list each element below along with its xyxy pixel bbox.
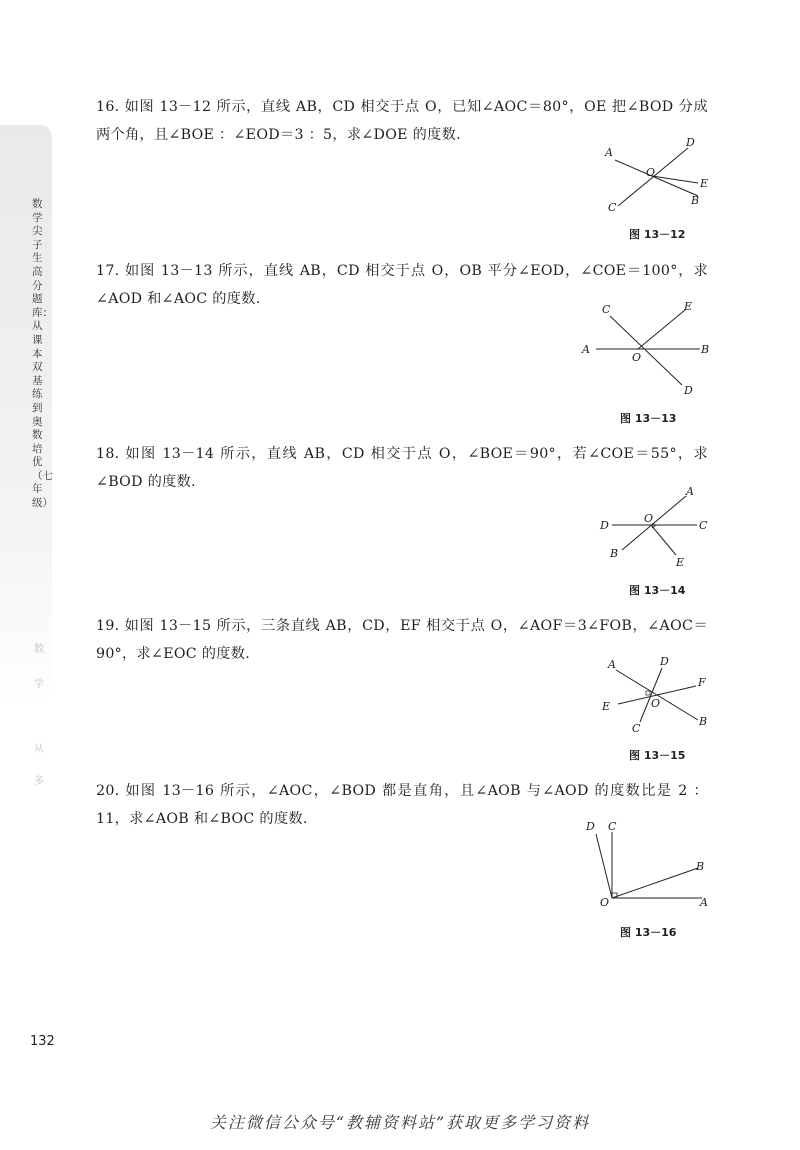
problem-17-text: 17. 如图 13－13 所示，直线 AB，CD 相交于点 O，OB 平分∠EOD，∠COE＝100°，求∠AOD 和∠AOC 的度数. [96, 263, 708, 307]
caption-13-15: 图 13－15 [629, 749, 686, 762]
label-D: D [686, 136, 695, 149]
label-B: B [691, 194, 700, 207]
label-O: O [600, 896, 610, 909]
figure-13-13 [578, 298, 718, 402]
label-O: O [644, 512, 654, 525]
label-C: C [608, 201, 617, 214]
figure-13-12 [600, 138, 720, 222]
footer-note: 关注微信公众号“教辅资料站”获取更多学习资料 [209, 1113, 591, 1132]
label-E: E [676, 556, 685, 569]
caption-13-13: 图 13－13 [620, 412, 677, 425]
sidebar-tab [0, 125, 52, 705]
figure-13-15 [598, 654, 718, 742]
label-C: C [608, 820, 617, 833]
label-D: D [586, 820, 595, 833]
label-C: C [699, 519, 708, 532]
figure-13-14 [596, 484, 716, 574]
label-A: A [582, 343, 590, 356]
label-O: O [646, 166, 656, 179]
sidebar-mark-1: 数 [34, 644, 44, 655]
label-E: E [602, 700, 611, 713]
sidebar-mark-3: 从 [34, 744, 44, 755]
sidebar-book-title: 数学尖子生高分题库：从课本双基练到奥数培优（七年级） [32, 198, 53, 510]
label-C: C [602, 303, 611, 316]
label-E: E [684, 300, 693, 313]
label-B: B [701, 343, 710, 356]
problem-19-text: 19. 如图 13－15 所示，三条直线 AB，CD，EF 相交于点 O，∠AOF＝3∠FOB，∠AOC＝90°，求∠EOC 的度数. [96, 618, 708, 662]
label-A: A [700, 896, 708, 909]
caption-13-12: 图 13－12 [629, 228, 686, 241]
label-A: A [605, 146, 613, 159]
label-D: D [600, 519, 609, 532]
label-O: O [651, 697, 661, 710]
caption-13-14: 图 13－14 [629, 584, 686, 597]
label-A: A [608, 658, 616, 671]
label-O: O [632, 351, 642, 364]
figure-13-16 [578, 818, 718, 918]
label-B: B [610, 547, 619, 560]
label-C: C [632, 722, 641, 735]
label-F: F [698, 676, 706, 689]
page-number: 132 [30, 1034, 55, 1049]
label-A: A [686, 485, 694, 498]
problem-18-text: 18. 如图 13－14 所示，直线 AB，CD 相交于点 O，∠BOE＝90°，若∠COE＝55°，求∠BOD 的度数. [96, 446, 708, 490]
sidebar-mark-2: 学 [34, 679, 44, 690]
label-B: B [696, 860, 705, 873]
sidebar-mark-4: 多 [34, 776, 44, 787]
label-D: D [660, 655, 669, 668]
problem-20-text: 20. 如图 13－16 所示，∠AOC，∠BOD 都是直角，且∠AOB 与∠AOD 的度数比是 2 ：11，求∠AOB 和∠BOC 的度数. [96, 783, 708, 827]
label-D: D [684, 384, 693, 397]
label-B: B [699, 715, 708, 728]
caption-13-16: 图 13－16 [620, 926, 677, 939]
label-E: E [700, 177, 709, 190]
problem-16-text: 16. 如图 13－12 所示，直线 AB，CD 相交于点 O，已知∠AOC＝80°，OE 把∠BOD 分成两个角，且∠BOE ：∠EOD＝3 ：5，求∠DOE 的度数. [96, 99, 708, 143]
